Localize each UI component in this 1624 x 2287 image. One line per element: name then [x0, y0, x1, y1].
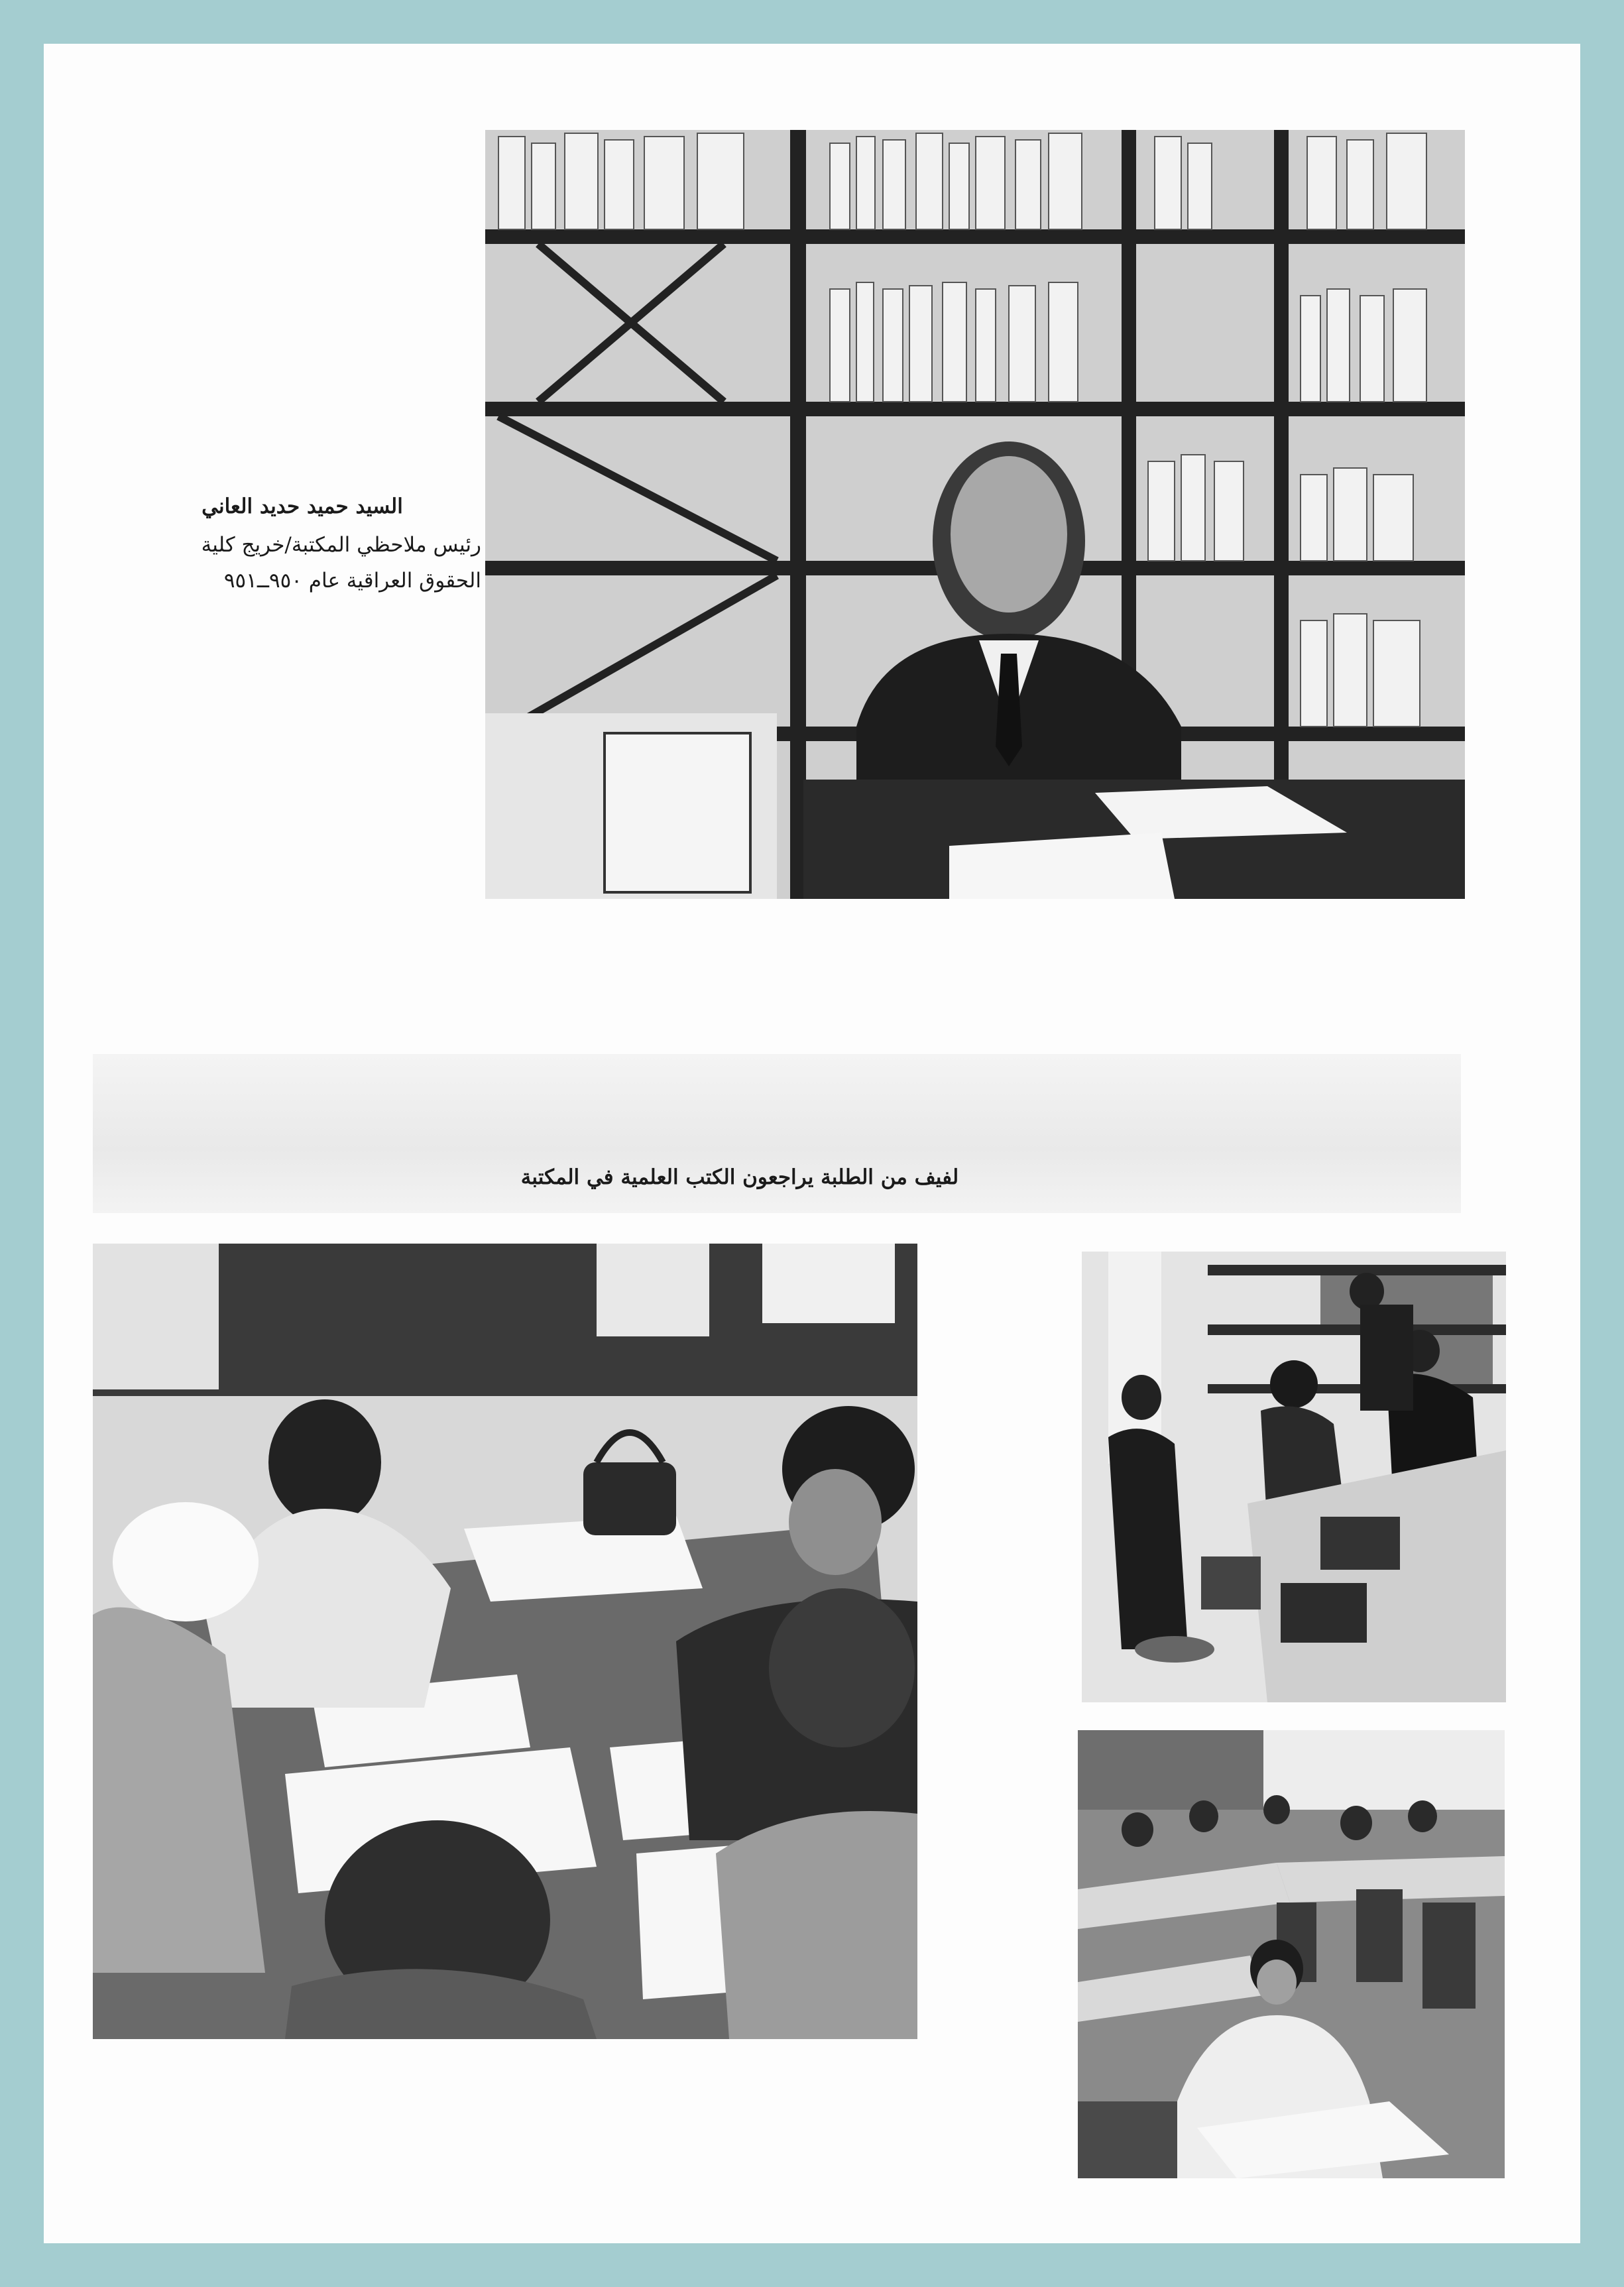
- portrait-caption-graduation: الحقوق العراقية عام ٩٥٠ــ٩٥١: [223, 569, 481, 593]
- document-page: [44, 44, 1580, 2243]
- reading-room-illustration: [1078, 1730, 1505, 2178]
- students-table-illustration: [93, 1244, 917, 2039]
- group-caption: لفيف من الطلبة يراجعون الكتب العلمية في المكتبة: [520, 1165, 959, 1189]
- caption-band: [93, 1054, 1461, 1213]
- portrait-caption-title: رئيس ملاحظي المكتبة/خريج كلية: [201, 533, 481, 557]
- photo-librarian-portrait: [485, 130, 1465, 899]
- photo-library-staff-typewriters: [1082, 1252, 1506, 1702]
- photo-reading-room: [1078, 1730, 1505, 2178]
- photo-students-reading-table: [93, 1244, 917, 2039]
- staff-typewriters-illustration: [1082, 1252, 1506, 1702]
- portrait-caption-name: السيد حميد حديد العاني: [202, 495, 403, 518]
- bookshelf-illustration: [485, 130, 1465, 899]
- portrait-caption: [123, 495, 481, 593]
